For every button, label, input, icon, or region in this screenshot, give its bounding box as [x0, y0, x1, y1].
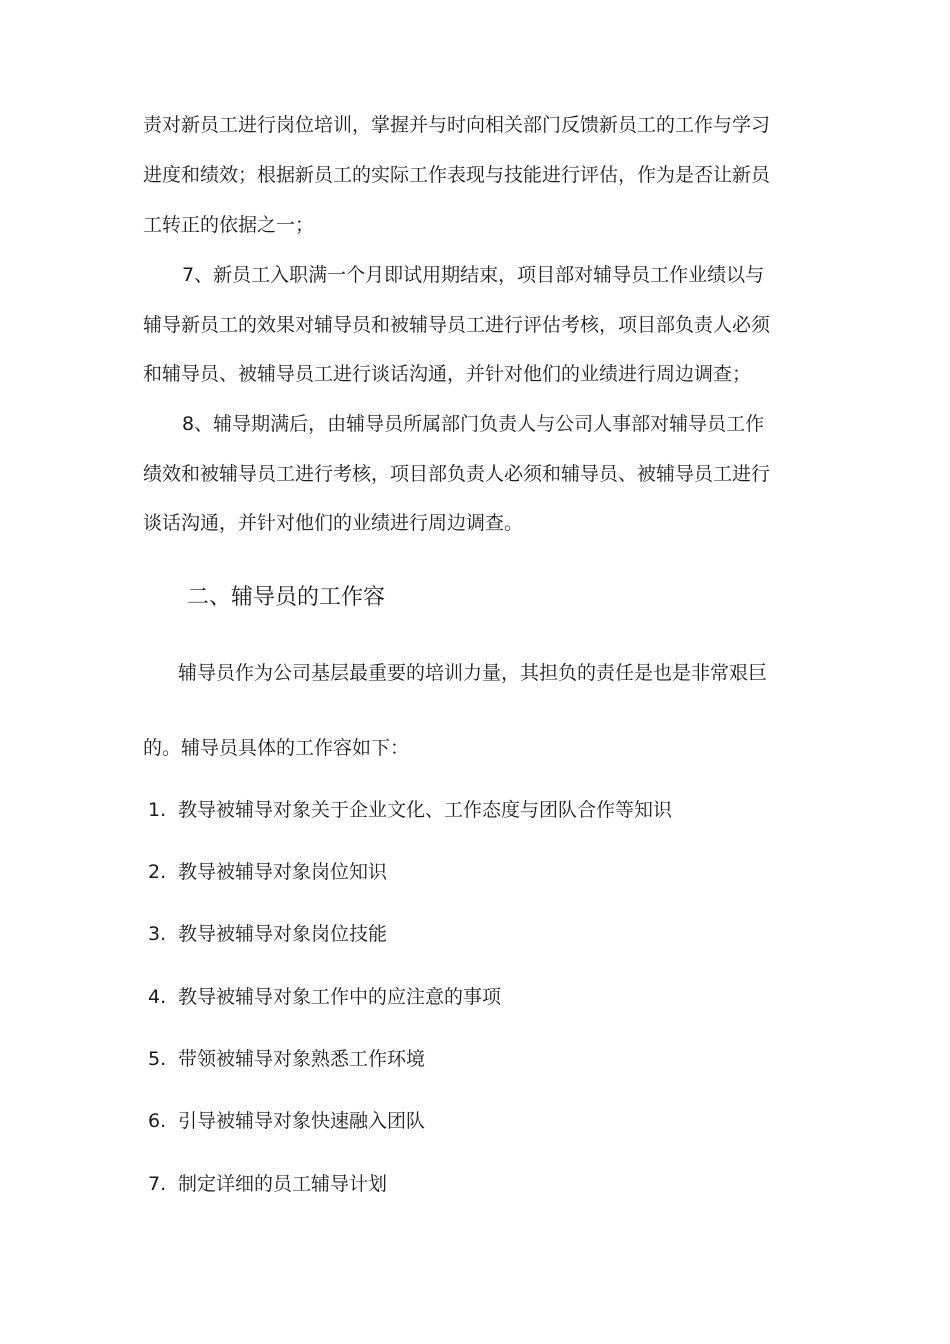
list-item-number: 2.	[148, 861, 167, 883]
intro-line: 的。辅导员具体的工作容如下：	[143, 737, 410, 759]
paragraph-line: 进度和绩效；根据新员工的实际工作表现与技能进行评估，作为是否让新员	[143, 164, 771, 186]
list-item	[148, 921, 387, 947]
list-item-number: 1.	[148, 799, 167, 821]
list-item-text: 制定详细的员工辅导计划	[178, 1173, 388, 1195]
list-item-number: 4.	[148, 986, 167, 1008]
list-item-text: 教导被辅导对象关于企业文化、工作态度与团队合作等知识	[178, 799, 673, 821]
list-item	[148, 859, 387, 885]
list-item	[148, 797, 672, 823]
list-item-text: 教导被辅导对象工作中的应注意的事项	[178, 986, 502, 1008]
intro-line: 辅导员作为公司基层最重要的培训力量，其担负的责任是也是非常艰巨	[178, 662, 768, 684]
paragraph-line: 8、辅导期满后，由辅导员所属部门负责人与公司人事部对辅导员工作	[182, 413, 765, 435]
list-item-number: 5.	[148, 1048, 167, 1070]
paragraph-line: 工转正的依据之一；	[143, 214, 315, 236]
paragraph-line: 绩效和被辅导员工进行考核，项目部负责人必须和辅导员、被辅导员工进行	[143, 463, 771, 485]
list-item-text: 教导被辅导对象岗位技能	[178, 923, 388, 945]
list-item	[148, 1108, 425, 1134]
paragraph-line: 辅导新员工的效果对辅导员和被辅导员工进行评估考核，项目部负责人必须	[143, 314, 771, 336]
list-item-number: 3.	[148, 923, 167, 945]
list-item-text: 教导被辅导对象岗位知识	[178, 861, 388, 883]
list-item	[148, 1046, 425, 1072]
paragraph-line: 责对新员工进行岗位培训，掌握并与时向相关部门反馈新员工的工作与学习	[143, 114, 771, 136]
list-item	[148, 1171, 387, 1197]
list-item-text: 带领被辅导对象熟悉工作环境	[178, 1048, 426, 1070]
paragraph-line: 谈话沟通，并针对他们的业绩进行周边调查。	[143, 512, 524, 534]
list-item-number: 7.	[148, 1173, 167, 1195]
paragraph-line: 和辅导员、被辅导员工进行谈话沟通，并针对他们的业绩进行周边调查；	[143, 363, 752, 385]
section-heading: 二、辅导员的工作容	[187, 585, 386, 610]
list-item-number: 6.	[148, 1110, 167, 1132]
list-item	[148, 984, 501, 1010]
paragraph-line: 7、新员工入职满一个月即试用期结束，项目部对辅导员工作业绩以与	[182, 264, 765, 286]
list-item-text: 引导被辅导对象快速融入团队	[178, 1110, 426, 1132]
